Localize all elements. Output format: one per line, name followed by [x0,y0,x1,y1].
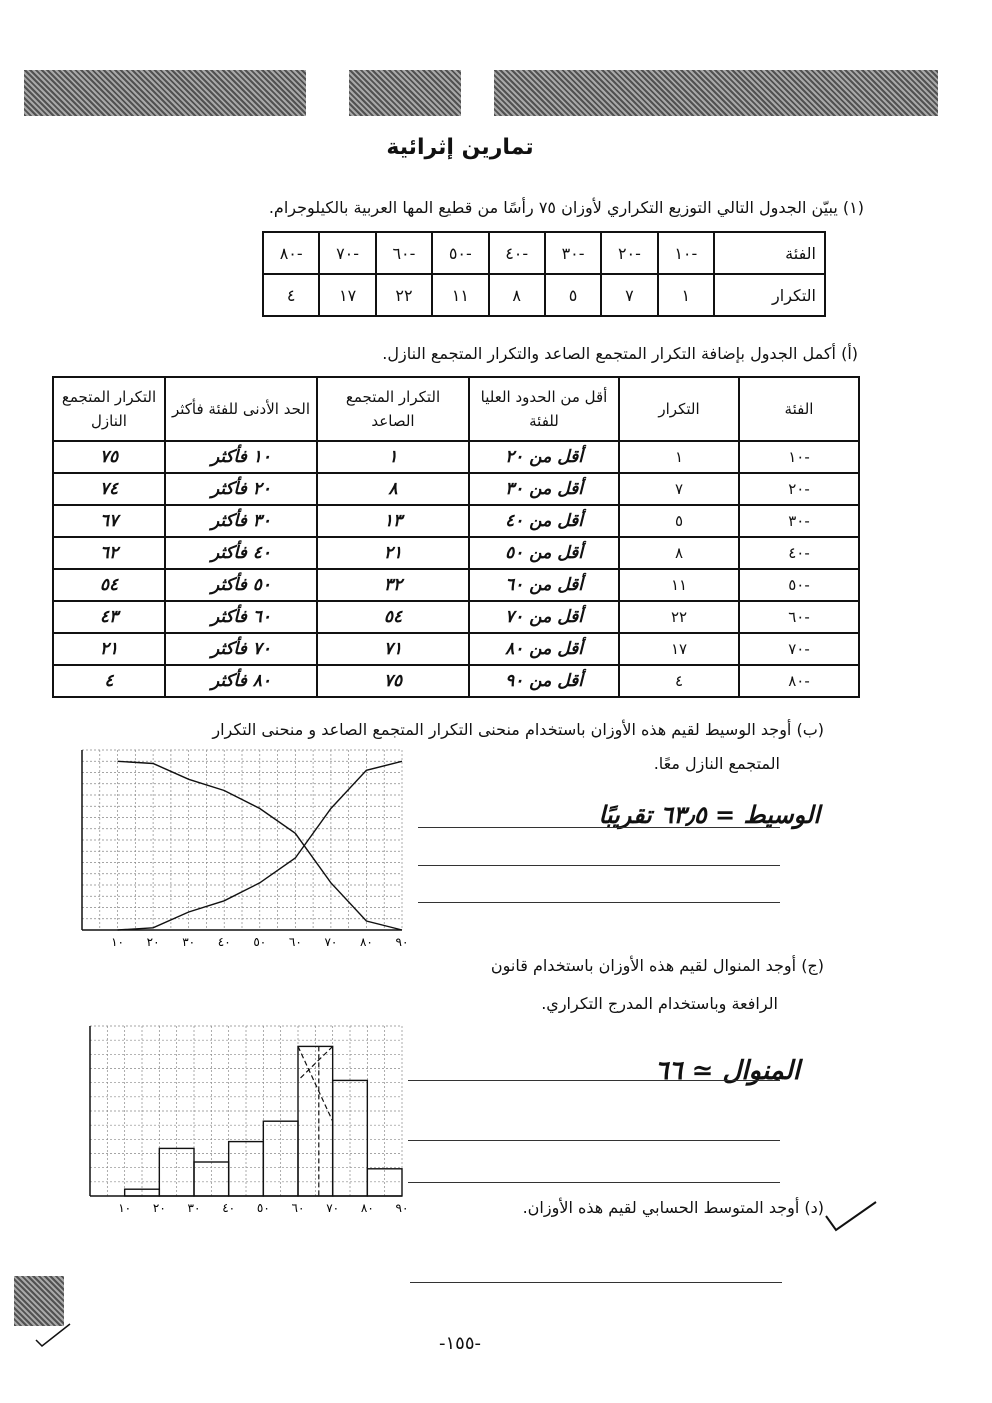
question-a: (أ) أكمل الجدول بإضافة التكرار المتجمع الصاعد والتكرار المتجمع النازل. [382,344,858,363]
col-header-ascending: التكرار المتجمع الصاعد [317,377,469,441]
table-row [53,569,859,601]
table-cell: -٤٠ [739,537,859,569]
x-tick-label: ٢٠ [146,935,160,949]
x-tick-label: ٩٠ [395,935,409,949]
scan-band-right [494,70,938,116]
col-header-less-than: أقل من الحدود العليا للفئة [469,377,619,441]
ogive-chart [52,740,412,955]
table-cell: ٤ [619,665,739,697]
page-number: -١٥٥- [438,1333,481,1354]
x-tick-label: ٥٠ [253,935,267,949]
class-cell: -١٠ [658,232,714,274]
table-row [53,537,859,569]
question-1: (١) يبيّن الجدول التالي التوزيع التكراري لأوزان ٧٥ رأسًا من قطيع المها العربية بالكيلوجرام. [268,198,864,217]
scan-band-left [24,70,306,116]
x-tick-label: ٤٠ [217,935,231,949]
table-cell: ٧٠ فأكثر [165,633,317,665]
table-cell: ٧٥ [53,441,165,473]
mode-answer: المنوال ≃ ٦٦ [654,1056,800,1086]
question-b: (ب) أوجد الوسيط لقيم هذه الأوزان باستخدام منحنى التكرار المتجمع الصاعد و منحنى التكرار [212,720,824,739]
table-row [53,601,859,633]
class-cell: -٣٠ [545,232,601,274]
freq-header: التكرار [714,274,825,316]
table-cell: أقل من ٩٠ [469,665,619,697]
histogram-chart [60,1018,420,1223]
col-header-class: الفئة [739,377,859,441]
freq-cell: ١١ [432,274,488,316]
table-cell: ١٣ [317,505,469,537]
class-cell: -٤٠ [489,232,545,274]
x-tick-label: ١٠ [118,1201,132,1215]
answer-line [418,902,780,903]
table-cell: ٤٠ فأكثر [165,537,317,569]
table-cell: ٨٠ فأكثر [165,665,317,697]
answer-line [408,1080,780,1081]
table-cell: -١٠ [739,441,859,473]
answer-line [418,865,780,866]
table-row [53,441,859,473]
x-tick-label: ٨٠ [359,935,373,949]
table-cell: أقل من ٣٠ [469,473,619,505]
x-tick-label: ٥٠ [256,1201,270,1215]
freq-cell: ١٧ [319,274,375,316]
question-d: (د) أوجد المتوسط الحسابي لقيم هذه الأوزان. [522,1198,824,1217]
answer-line [410,1282,782,1283]
answer-line [408,1182,780,1183]
table-cell: ١ [619,441,739,473]
table-cell: أقل من ٨٠ [469,633,619,665]
x-tick-label: ٧٠ [326,1201,340,1215]
table-cell: ٦٠ فأكثر [165,601,317,633]
freq-cell: ٢٢ [376,274,432,316]
table-row [53,633,859,665]
table-cell: ٤ [53,665,165,697]
table-row [53,505,859,537]
col-header-freq: التكرار [619,377,739,441]
table-cell: أقل من ٤٠ [469,505,619,537]
table-cell: أقل من ٢٠ [469,441,619,473]
class-cell: -٦٠ [376,232,432,274]
col-header-descending: التكرار المتجمع النازل [53,377,165,441]
table-cell: ٢٢ [619,601,739,633]
table-cell: -٦٠ [739,601,859,633]
table-row-freqs [263,274,825,316]
table-cell: ١٧ [619,633,739,665]
table-cell: -٧٠ [739,633,859,665]
table-cell: ٧٤ [53,473,165,505]
freq-cell: ٨ [489,274,545,316]
check-mark-icon [822,1196,882,1236]
table-cell: ٦٢ [53,537,165,569]
question-c: (ج) أوجد المنوال لقيم هذه الأوزان باستخدام قانون [490,956,824,975]
class-cell: -٧٠ [319,232,375,274]
question-c-cont: الرافعة وباستخدام المدرج التكراري. [541,994,778,1013]
x-tick-label: ٦٠ [288,935,302,949]
table-cell: ٢١ [317,537,469,569]
table-cell: أقل من ٦٠ [469,569,619,601]
page-title: تمارين إثرائية [386,135,534,160]
col-header-or-more: الحد الأدنى للفئة فأكثر [165,377,317,441]
table-cell: -٨٠ [739,665,859,697]
class-cell: -٥٠ [432,232,488,274]
freq-cell: ٧ [601,274,657,316]
question-b-cont: المتجمع النازل معًا. [653,754,780,773]
table-cell: ٥ [619,505,739,537]
table-cell: ٨ [317,473,469,505]
table-cell: -٣٠ [739,505,859,537]
table-cell: -٥٠ [739,569,859,601]
table-row-classes [263,232,825,274]
x-tick-label: ٦٠ [291,1201,305,1215]
x-tick-label: ١٠ [111,935,125,949]
table-cell: أقل من ٧٠ [469,601,619,633]
x-tick-label: ٧٠ [324,935,338,949]
table-cell: ٧ [619,473,739,505]
scan-band-bottom [14,1276,64,1326]
scan-band-middle [349,70,461,116]
table-cell: ٢٠ فأكثر [165,473,317,505]
table-cell: ١١ [619,569,739,601]
table-cell: ٨ [619,537,739,569]
table-cell: ٧٥ [317,665,469,697]
table-cell: ١ [317,441,469,473]
table-cell: ٦٧ [53,505,165,537]
check-mark-icon [34,1320,74,1350]
x-tick-label: ٣٠ [187,1201,201,1215]
frequency-table [262,231,826,317]
table-cell: أقل من ٥٠ [469,537,619,569]
freq-cell: ٤ [263,274,319,316]
table-cell: ١٠ فأكثر [165,441,317,473]
class-header: الفئة [714,232,825,274]
answer-line [408,1140,780,1141]
table-cell: ٢١ [53,633,165,665]
x-tick-label: ٤٠ [222,1201,236,1215]
freq-cell: ١ [658,274,714,316]
cumulative-table [52,376,860,698]
mode-diagonal-line [298,1046,333,1121]
table-row [53,473,859,505]
x-tick-label: ٣٠ [182,935,196,949]
x-tick-label: ٢٠ [152,1201,166,1215]
freq-cell: ٥ [545,274,601,316]
table-cell: ٤٣ [53,601,165,633]
table-cell: ٣٢ [317,569,469,601]
table-cell: ٣٠ فأكثر [165,505,317,537]
table-cell: ٥٤ [317,601,469,633]
median-answer: الوسيط = ٦٣٫٥ تقريبًا [598,800,820,829]
table-cell: ٧١ [317,633,469,665]
table-cell: -٢٠ [739,473,859,505]
x-tick-label: ٩٠ [395,1201,409,1215]
table-cell: ٥٠ فأكثر [165,569,317,601]
table-header-row [53,377,859,441]
answer-line [418,827,780,828]
x-tick-label: ٨٠ [360,1201,374,1215]
class-cell: -٢٠ [601,232,657,274]
table-cell: ٥٤ [53,569,165,601]
class-cell: -٨٠ [263,232,319,274]
table-row [53,665,859,697]
